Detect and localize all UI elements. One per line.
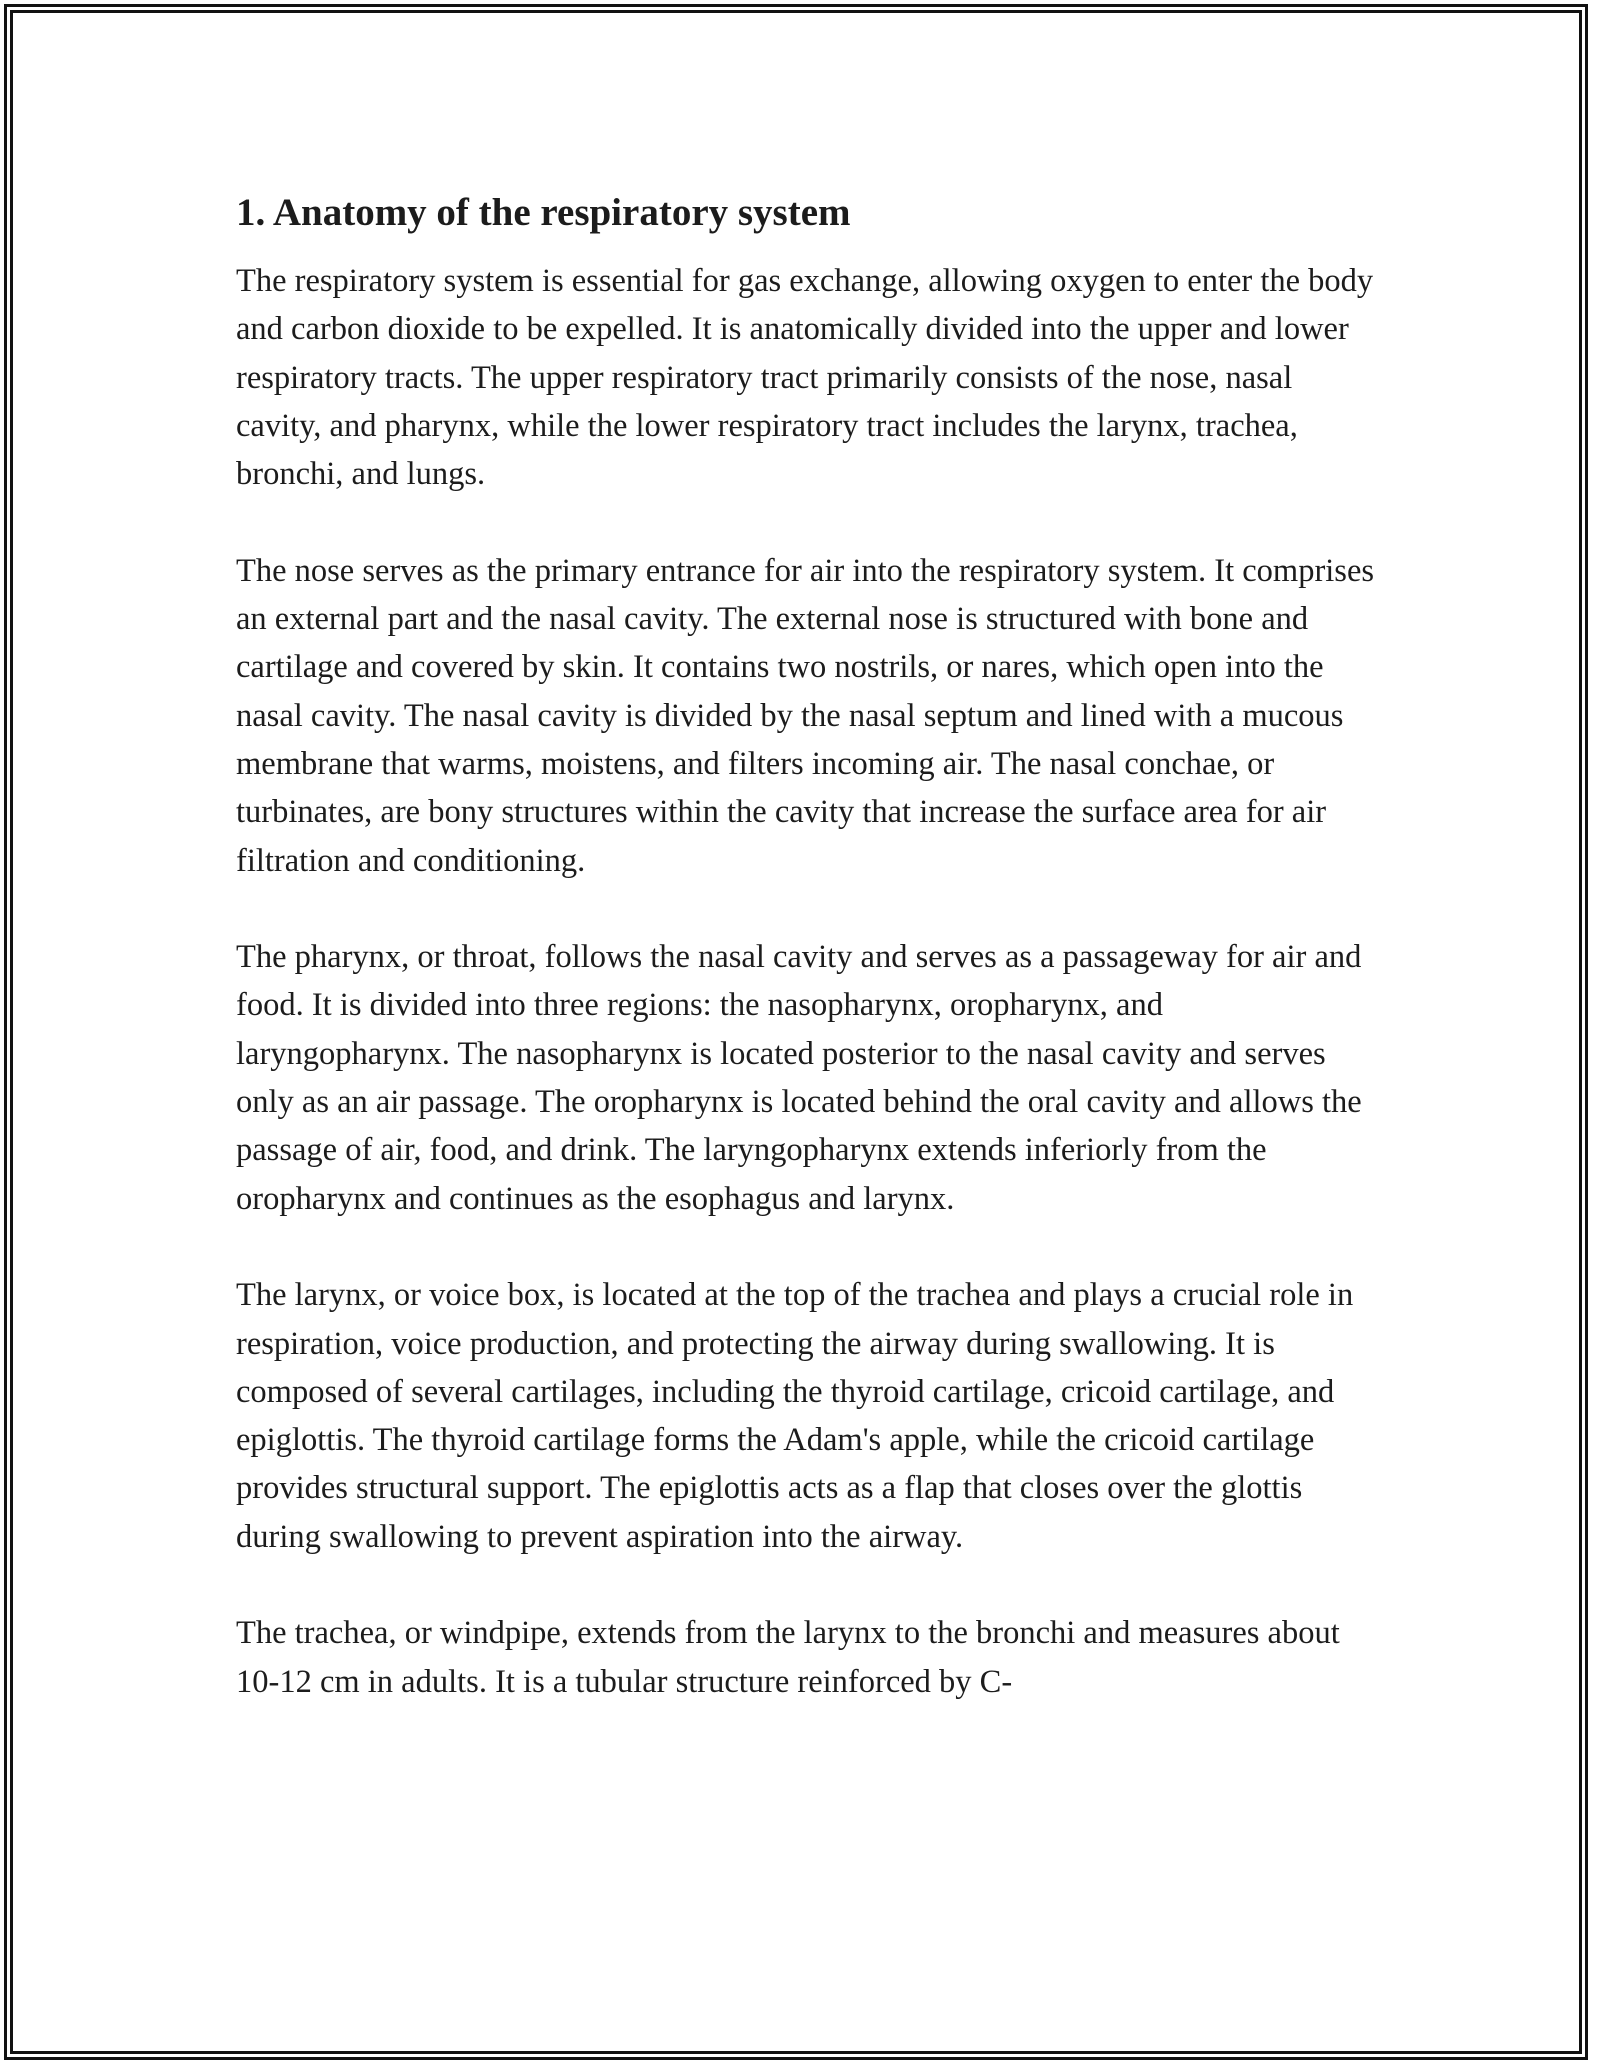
paragraph-trachea: The trachea, or windpipe, extends from the larynx to the bronchi and measures about 10-12 cm in adults. It is a tubular structure reinforced by C- [236, 1615, 1340, 1700]
document-body [236, 185, 1376, 1706]
paragraph-overview: The respiratory system is essential for gas exchange, allowing oxygen to enter the body and carbon dioxide to be expelled. It is anatomically divided into the upper and lower respiratory tracts. The upper respiratory tract primarily consists of the nose, nasal cavity, and pharynx, while the lower respiratory tract includes the larynx, trachea, bronchi, and lungs. [236, 263, 1374, 493]
paragraph-pharynx: The pharynx, or throat, follows the nasal cavity and serves as a passageway for air and food. It is divided into three regions: the nasopharynx, oropharynx, and laryngopharynx. The nasopharynx is located posterior to the nasal cavity and serves only as an air passage. The oropharynx is located behind the oral cavity and allows the passage of air, food, and drink. The laryngopharynx extends inferiorly from the oropharynx and continues as the esophagus and larynx. [236, 939, 1362, 1217]
paragraph-nose: The nose serves as the primary entrance for air into the respiratory system. It comprises an external part and the nasal cavity. The external nose is structured with bone and cartilage and covered by skin. It contains two nostrils, or nares, which open into the nasal cavity. The nasal cavity is divided by the nasal septum and lined with a mucous membrane that warms, moistens, and filters incoming air. The nasal conchae, or turbinates, are bony structures within the cavity that increase the surface area for air filtration and conditioning. [236, 552, 1375, 879]
paragraph-larynx: The larynx, or voice box, is located at the top of the trachea and plays a crucial role in respiration, voice production, and protecting the airway during swallowing. It is composed of several cartilages, including the thyroid cartilage, cricoid cartilage, and epiglottis. The thyroid cartilage forms the Adam's apple, while the cricoid cartilage provides structural support. The epiglottis acts as a flap that closes over the glottis during swallowing to prevent aspiration into the airway. [236, 1277, 1354, 1555]
section-heading: 1. Anatomy of the respiratory system [236, 191, 851, 234]
